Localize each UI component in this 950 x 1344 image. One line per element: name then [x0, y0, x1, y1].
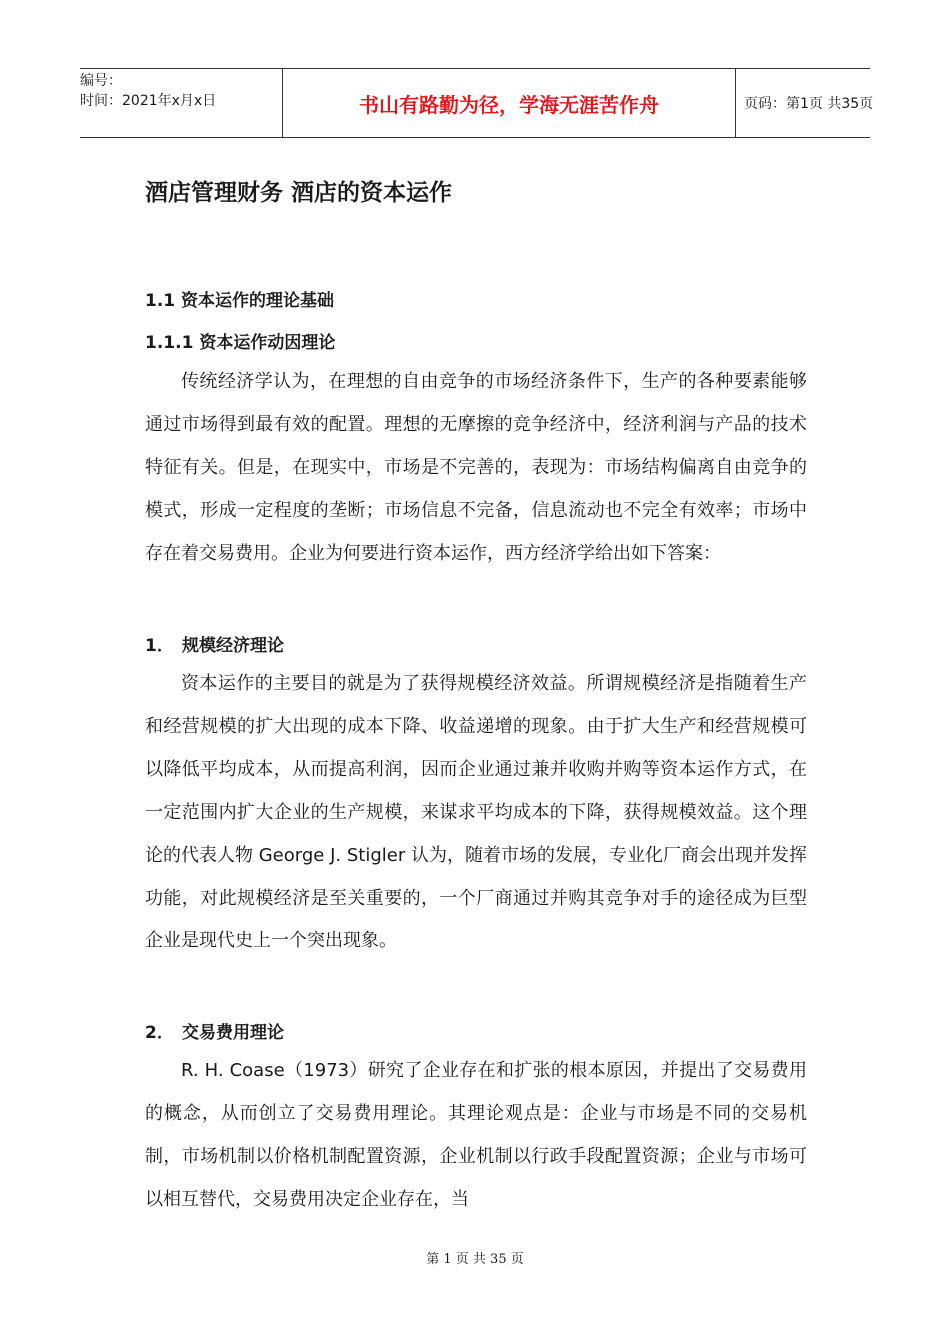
paragraph-transaction-cost: R. H. Coase（1973）研究了企业存在和扩张的根本原因，并提出了交易费用的概念，从而创立了交易费用理论。其理论观点是：企业与市场是不同的交易机制，市场机制以价格机制配置资源，企业机制以行政手段配置资源；企业与市场可以相互替代，交易费用决定企业存在，当	[145, 1060, 807, 1210]
paragraph-scale-economy: 资本运作的主要目的就是为了获得规模经济效益。所谓规模经济是指随着生产和经营规模的扩大出现的成本下降、收益递增的现象。由于扩大生产和经营规模可以降低平均成本，从而提高利润，因而企业通过兼并收购并购等资本运作方式，在一定范围内扩大企业的生产规模，来谋求平均成本的下降，获得规模效益。这个理论的代表人物 George J. Stigler 认为，随着市场的发展，专业化厂商会出现并发挥功能，对此规模经济是至关重要的，一个厂商通过并购其竞争对手的途径成为巨型企业是现代史上一个突出现象。	[145, 673, 807, 952]
date-label: 时间：2021年x月x日	[80, 93, 217, 109]
section-heading-1-1: 1.1 资本运作的理论基础	[145, 291, 335, 311]
subheading-text: 规模经济理论	[182, 636, 284, 656]
subheading-number: 1．	[145, 636, 174, 656]
header-motto: 书山有路勤为径，学海无涯苦作舟	[282, 69, 736, 137]
subheading-text: 交易费用理论	[182, 1023, 284, 1043]
page-footer: 第 1 页 共 35 页	[426, 1252, 524, 1267]
subheading-scale-economy	[145, 631, 284, 656]
page-header	[80, 68, 874, 138]
subheading-transaction-cost	[145, 1018, 284, 1043]
paragraph-intro: 传统经济学认为，在理想的自由竞争的市场经济条件下，生产的各种要素能够通过市场得到最有效的配置。理想的无摩擦的竞争经济中，经济利润与产品的技术特征有关。但是，在现实中，市场是不完善的，表现为：市场结构偏离自由竞争的模式，形成一定程度的垄断；市场信息不完备，信息流动也不完全有效率；市场中存在着交易费用。企业为何要进行资本运作，西方经济学给出如下答案：	[145, 371, 807, 564]
number-label: 编号：	[80, 73, 122, 89]
document-title: 酒店管理财务 酒店的资本运作	[145, 180, 453, 206]
subheading-number: 2．	[145, 1023, 174, 1043]
header-meta	[80, 69, 282, 137]
section-heading-1-1-1: 1.1.1 资本运作动因理论	[145, 333, 336, 353]
header-page-info: 页码：第1页 共35页	[744, 96, 874, 112]
